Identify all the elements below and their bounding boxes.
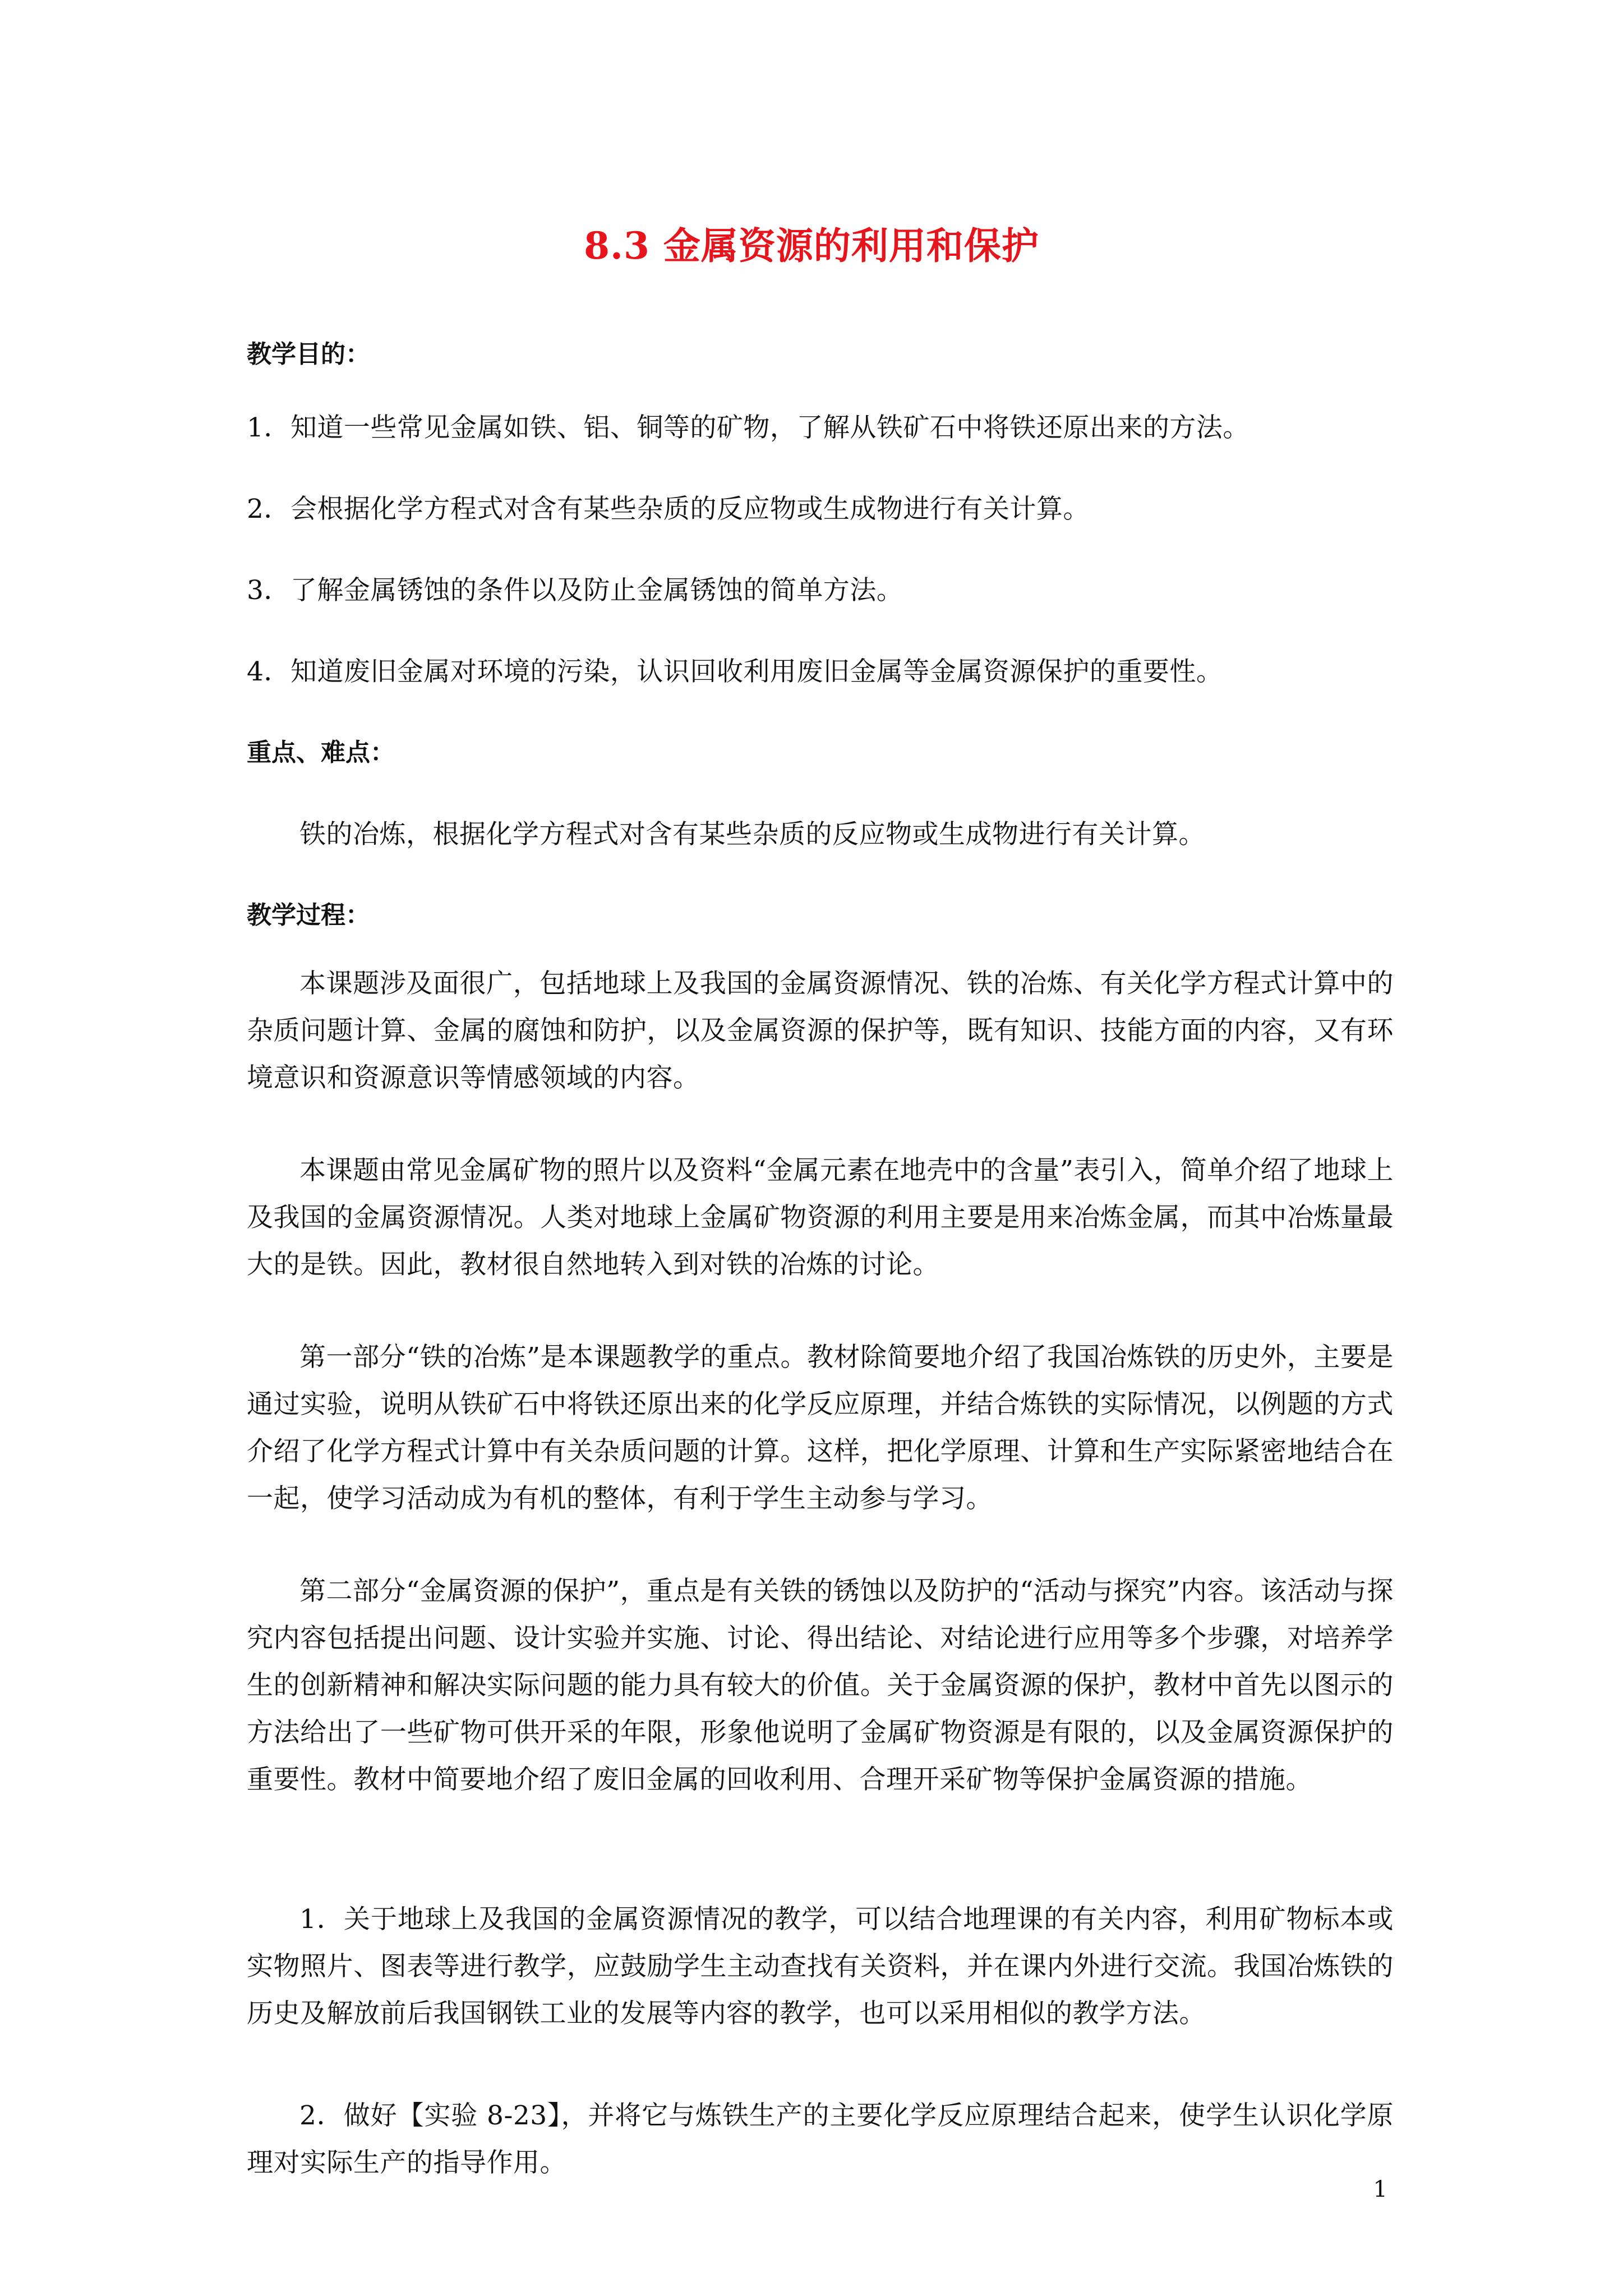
objectives-heading: 教学目的： — [247, 340, 370, 369]
objective-item-1: 1．知道一些常见金属如铁、铝、铜等的矿物，了解从铁矿石中将铁还原出来的方法。 — [247, 412, 1249, 443]
process-paragraph-4: 第二部分“金属资源的保护”，重点是有关铁的锈蚀以及防护的“活动与探究”内容。该活动与探究内容包括提出问题、设计实验并实施、讨论、得出结论、对结论进行应用等多个步骤，对培养学生的创新精神和解决实际问题的能力具有较大的价值。关于金属资源的保护，教材中首先以图示的方法给出了一些矿物可供开采的年限，形象他说明了金属矿物资源是有限的，以及金属资源保护的重要性。教材中简要地介绍了废旧金属的回收利用、合理开采矿物等保护金属资源的措施。 — [247, 1576, 1394, 1795]
key-points-heading: 重点、难点： — [247, 738, 395, 767]
process-paragraph-6: 2．做好【实验 8-23】，并将它与炼铁生产的主要化学反应原理结合起来，使学生认识化学原理对实际生产的指导作用。 — [247, 2100, 1394, 2178]
page-number: 1 — [1373, 2177, 1387, 2202]
process-paragraph-2: 本课题由常见金属矿物的照片以及资料“金属元素在地壳中的含量”表引入，简单介绍了地球上及我国的金属资源情况。人类对地球上金属矿物资源的利用主要是用来冶炼金属，而其中冶炼量最大的是铁。因此，教材很自然地转入到对铁的冶炼的讨论。 — [247, 1155, 1394, 1280]
process-paragraph-1: 本课题涉及面很广，包括地球上及我国的金属资源情况、铁的冶炼、有关化学方程式计算中的杂质问题计算、金属的腐蚀和防护，以及金属资源的保护等，既有知识、技能方面的内容，又有环境意识和资源意识等情感领域的内容。 — [247, 968, 1394, 1093]
key-points-text: 铁的冶炼，根据化学方程式对含有某些杂质的反应物或生成物进行有关计算。 — [299, 819, 1205, 850]
objective-item-4: 4．知道废旧金属对环境的污染，认识回收利用废旧金属等金属资源保护的重要性。 — [247, 656, 1223, 687]
process-paragraph-3: 第一部分“铁的冶炼”是本课题教学的重点。教材除简要地介绍了我国冶炼铁的历史外，主要是通过实验，说明从铁矿石中将铁还原出来的化学反应原理，并结合炼铁的实际情况，以例题的方式介绍了化学方程式计算中有关杂质问题的计算。这样，把化学原理、计算和生产实际紧密地结合在一起，使学习活动成为有机的整体，有利于学生主动参与学习。 — [247, 1342, 1394, 1514]
process-heading: 教学过程： — [247, 901, 370, 930]
objective-item-3: 3．了解金属锈蚀的条件以及防止金属锈蚀的简单方法。 — [247, 575, 903, 606]
objective-item-2: 2．会根据化学方程式对含有某些杂质的反应物或生成物进行有关计算。 — [247, 494, 1090, 524]
process-paragraph-5: 1．关于地球上及我国的金属资源情况的教学，可以结合地理课的有关内容，利用矿物标本或实物照片、图表等进行教学，应鼓励学生主动查找有关资料，并在课内外进行交流。我国冶炼铁的历史及解放前后我国钢铁工业的发展等内容的教学，也可以采用相似的教学方法。 — [247, 1904, 1394, 2029]
document-title: 8.3 金属资源的利用和保护 — [584, 224, 1039, 268]
